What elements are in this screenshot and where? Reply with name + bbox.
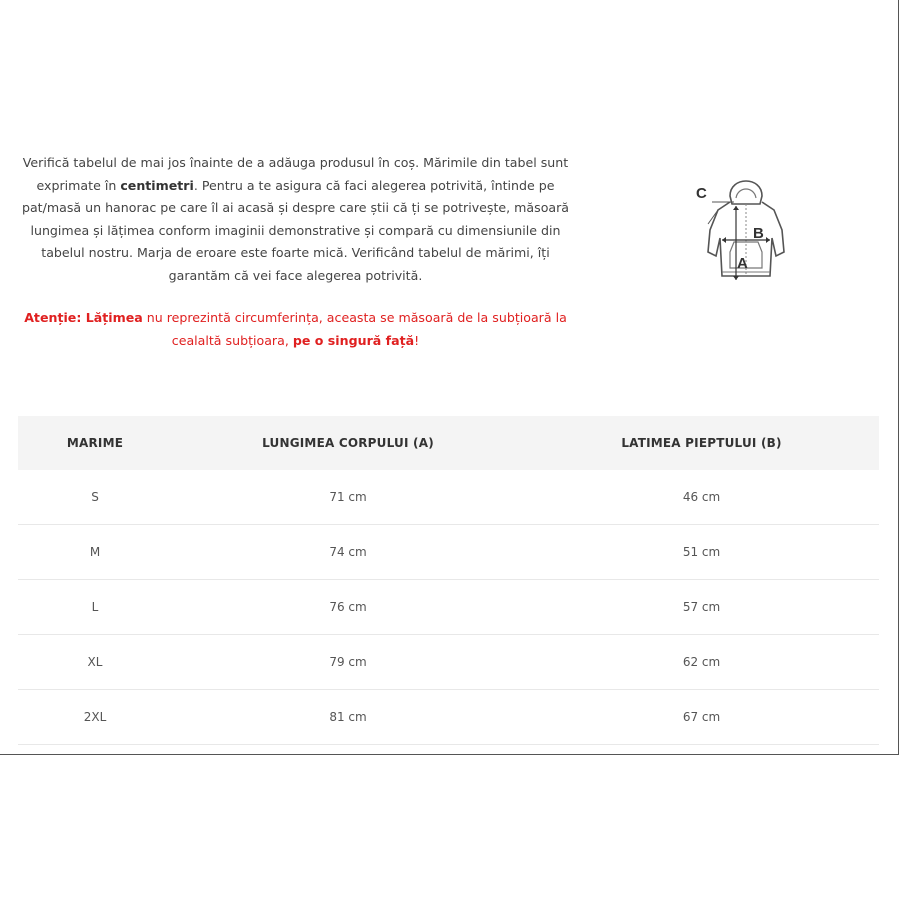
table-row xyxy=(18,525,879,580)
warning-bold-1: Atenție: Lățimea xyxy=(24,310,143,325)
cell-length: 74 cm xyxy=(172,525,524,580)
intro-text xyxy=(18,152,573,287)
cell-size: S xyxy=(18,470,172,525)
table-header-row xyxy=(18,416,879,470)
label-a: A xyxy=(737,255,748,272)
cell-width: 67 cm xyxy=(524,690,879,745)
cell-size: 2XL xyxy=(18,690,172,745)
header-size: MARIME xyxy=(18,416,172,470)
table-row xyxy=(18,635,879,690)
table-row xyxy=(18,470,879,525)
table-row xyxy=(18,580,879,635)
cell-width: 46 cm xyxy=(524,470,879,525)
header-length: LUNGIMEA CORPULUI (A) xyxy=(172,416,524,470)
cell-width: 62 cm xyxy=(524,635,879,690)
table-row xyxy=(18,690,879,745)
cell-width: 51 cm xyxy=(524,525,879,580)
cell-length: 71 cm xyxy=(172,470,524,525)
intro-text-bold: centimetri xyxy=(120,177,194,193)
cell-length: 76 cm xyxy=(172,580,524,635)
hoodie-svg xyxy=(690,168,800,288)
header-width: LATIMEA PIEPTULUI (B) xyxy=(524,416,879,470)
cell-width: 57 cm xyxy=(524,580,879,635)
intro-text-part1: Verifică tabelul de mai jos înainte de a adăuga produsul în coș. Mărimile din tabel sunt exprimate în xyxy=(22,155,569,193)
cell-size: L xyxy=(18,580,172,635)
cell-size: XL xyxy=(18,635,172,690)
warning-text xyxy=(18,307,573,352)
cell-size: M xyxy=(18,525,172,580)
warning-text-2: ! xyxy=(414,332,420,348)
label-b: B xyxy=(753,225,764,242)
warning-text-1: nu reprezintă circumferința, aceasta se măsoară de la subțioară la cealaltă subțioara, xyxy=(142,310,567,348)
cell-length: 81 cm xyxy=(172,690,524,745)
cell-length: 79 cm xyxy=(172,635,524,690)
intro-text-part2: . Pentru a te asigura că faci alegerea potrivită, întinde pe pat/masă un hanorac pe care îl ai acasă și despre care știi că ți se potrivește, măsoară lungimea și lățimea conform imaginii demonstrative și compară cu dimensiunile din tabelul nostru. Marja de eroare este foarte mică. Verificând tabelul de mărimi, îți garantăm că vei face alegerea potrivită. xyxy=(21,177,570,283)
label-c: C xyxy=(696,185,707,202)
size-table xyxy=(18,416,879,745)
warning-bold-2: pe o singură față xyxy=(292,332,415,348)
hoodie-measurement-icon xyxy=(690,168,800,288)
